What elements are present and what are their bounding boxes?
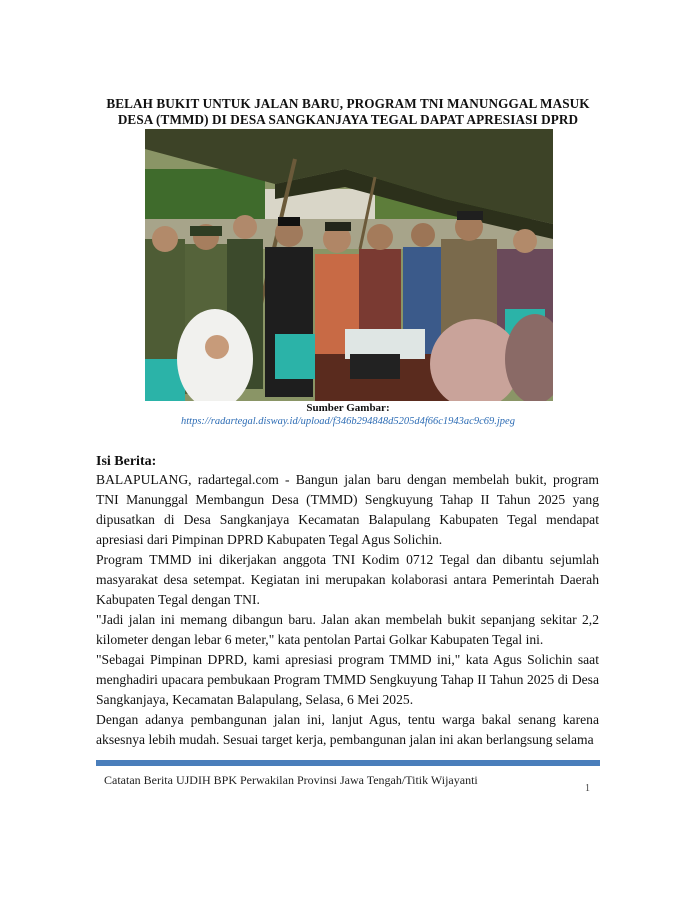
- paragraph: "Sebagai Pimpinan DPRD, kami apresiasi program TMMD ini," kata Agus Solichin saat menghadiri upacara pembukaan Program TMMD Sengkuyung Tahap II Tahun 2025 di Desa Sangkanjaya, Kecamatan Balapulang, Selasa, 6 Mei 2025.: [96, 652, 599, 707]
- paragraph: Program TMMD ini dikerjakan anggota TNI Kodim 0712 Tegal dan dibantu sejumlah masyarakat desa setempat. Kegiatan ini merupakan kolaborasi antara Pemerintah Daerah Kabupaten Tegal dengan TNI.: [96, 552, 599, 607]
- paragraph: BALAPULANG, radartegal.com - Bangun jalan baru dengan membelah bukit, program TNI Manunggal Membangun Desa (TMMD) Sengkuyung Tahap II Tahun 2025 yang dipusatkan di Desa Sangkanjaya Kecamatan Balapulang Kabupaten Tegal mendapat apresiasi dari Pimpinan DPRD Kabupaten Tegal Agus Solichin.: [96, 472, 599, 547]
- section-heading: Isi Berita:: [96, 454, 157, 469]
- page-number: 1: [585, 783, 590, 794]
- footer-text: Catatan Berita UJDIH BPK Perwakilan Provinsi Jawa Tengah/Titik Wijayanti: [104, 773, 478, 787]
- article-body: [96, 470, 599, 750]
- image-source-link[interactable]: https://radartegal.disway.id/upload/f346b294848d5205d4f66c1943ac9c69.jpeg: [181, 416, 515, 427]
- document-title: BELAH BUKIT UNTUK JALAN BARU, PROGRAM TNI MANUNGGAL MASUK DESA (TMMD) DI DESA SANGKANJAYA TEGAL DAPAT APRESIASI DPRD: [106, 96, 590, 127]
- news-photo: [145, 129, 553, 401]
- paragraph: Dengan adanya pembangunan jalan ini, lanjut Agus, tentu warga bakal senang karena aksesnya lebih mudah. Sesuai target kerja, pembangunan jalan ini akan berlangsung selama: [96, 712, 599, 747]
- paragraph: "Jadi jalan ini memang dibangun baru. Jalan akan membelah bukit sepanjang sekitar 2,2 kilometer dengan lebar 6 meter," kata pentolan Partai Golkar Kabupaten Tegal ini.: [96, 612, 599, 647]
- footer-divider: [96, 760, 600, 766]
- image-source-label: Sumber Gambar:: [306, 402, 390, 414]
